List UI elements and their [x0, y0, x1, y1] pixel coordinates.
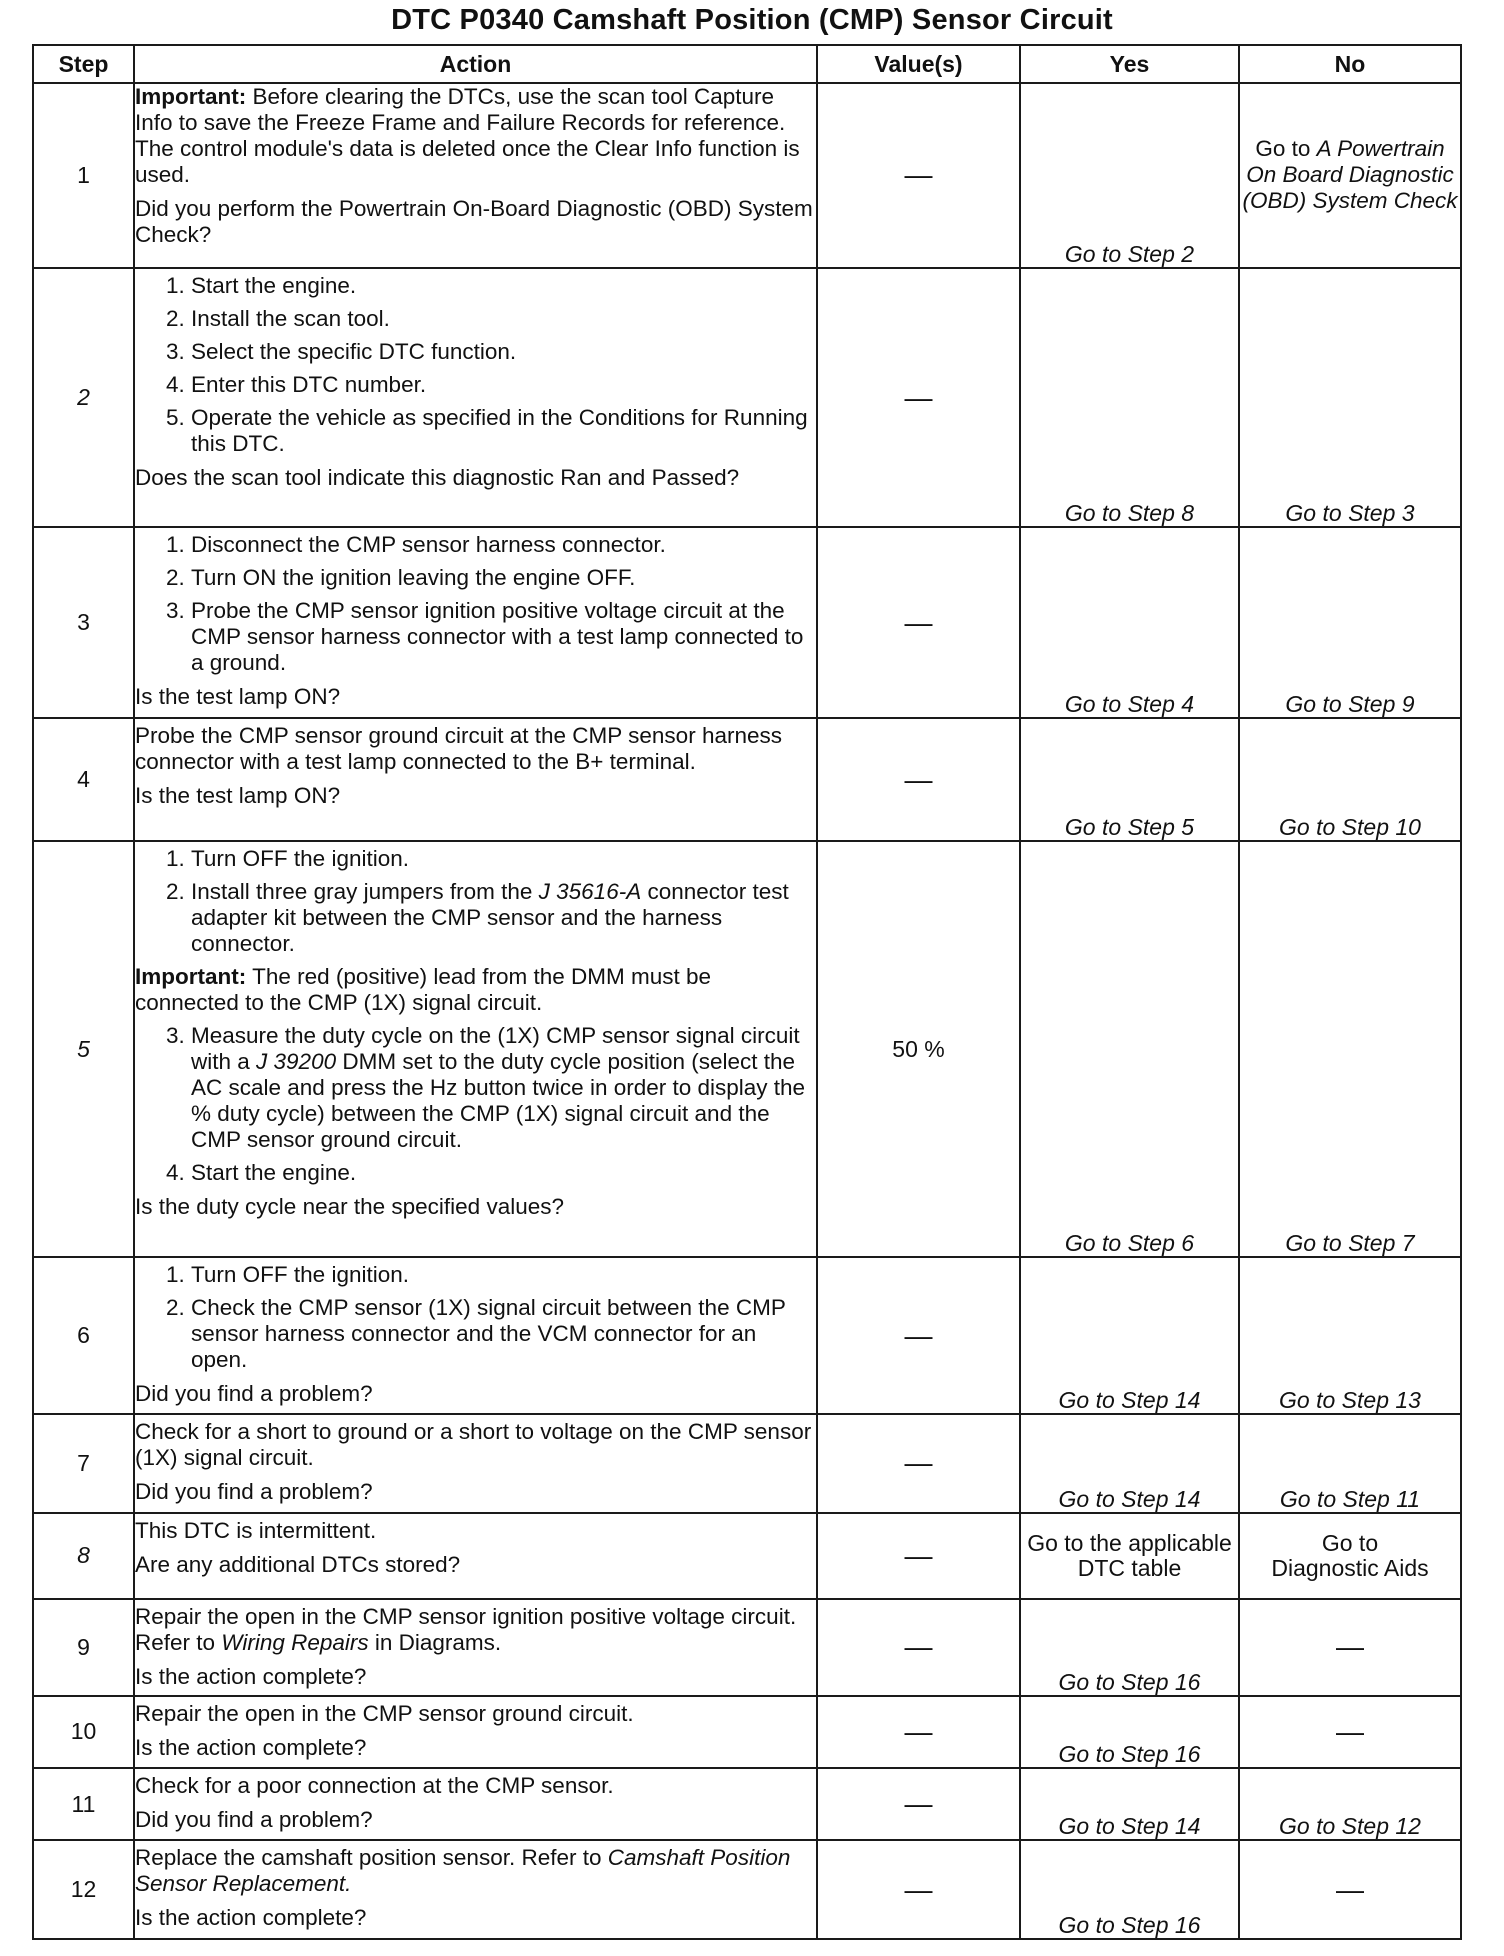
action-cell	[134, 1414, 817, 1513]
important-note	[135, 84, 816, 188]
table-row	[33, 1513, 1461, 1599]
table-row	[33, 1599, 1461, 1696]
value-cell: —	[817, 1599, 1020, 1696]
action-list	[135, 1262, 816, 1373]
no-cell: Go to Step 12	[1239, 1768, 1461, 1840]
no-cell: —	[1239, 1840, 1461, 1939]
step-number: 11	[33, 1768, 134, 1840]
question: Did you perform the Powertrain On-Board Diagnostic (OBD) System Check?	[135, 196, 813, 247]
value-cell: —	[817, 527, 1020, 718]
header-values: Value(s)	[817, 45, 1020, 83]
value-cell: —	[817, 1513, 1020, 1599]
important-label: Important:	[135, 964, 247, 990]
table-row	[33, 83, 1461, 268]
no-link: A Powertrain On Board Diagnostic (OBD) System Check	[1242, 136, 1458, 214]
list-item	[191, 1023, 816, 1153]
step-number: 8	[33, 1513, 134, 1599]
action-cell	[134, 83, 817, 268]
action-text: Check for a poor connection at the CMP sensor.	[135, 1772, 614, 1798]
step-number: 1	[33, 83, 134, 268]
question: Did you find a problem?	[135, 1479, 373, 1505]
important-label: Important:	[135, 84, 247, 109]
table-row	[33, 1414, 1461, 1513]
question: Is the test lamp ON?	[135, 783, 341, 809]
value-cell: —	[817, 1840, 1020, 1939]
list-item: 4. Enter this DTC number.	[191, 372, 816, 398]
table-row	[33, 841, 1461, 1257]
step-number: 3	[33, 527, 134, 718]
table-row	[33, 268, 1461, 527]
action-cell	[134, 1599, 817, 1696]
question: Does the scan tool indicate this diagnostic Ran and Passed?	[135, 464, 740, 490]
step-number: 2	[33, 268, 134, 527]
table-row	[33, 1696, 1461, 1768]
action-cell	[134, 527, 817, 718]
table-row	[33, 718, 1461, 841]
header-yes: Yes	[1020, 45, 1239, 83]
list-item: 2. Check the CMP sensor (1X) signal circuit between the CMP sensor harness connector and the VCM connector for an open.	[191, 1295, 816, 1373]
no-cell: Go to Step 11	[1239, 1414, 1461, 1513]
action-text-part: Repair the open in the CMP sensor ignition positive voltage circuit. Refer to	[135, 1604, 797, 1656]
question: Are any additional DTCs stored?	[135, 1551, 461, 1577]
question: Is the action complete?	[135, 1734, 367, 1760]
no-cell: Go to Step 7	[1239, 841, 1461, 1257]
list-item: 5. Operate the vehicle as specified in the Conditions for Running this DTC.	[191, 405, 816, 457]
list-item-text: DMM set to the duty cycle position (select the AC scale and press the Hz button twice in order to display the % duty cycle) between the CMP (1X) signal circuit and the CMP sensor ground circuit.	[191, 1049, 806, 1153]
table-row	[33, 1840, 1461, 1939]
table-row	[33, 1768, 1461, 1840]
list-item: 2. Turn ON the ignition leaving the engine OFF.	[191, 565, 816, 591]
step-number: 5	[33, 841, 134, 1257]
yes-cell: Go to Step 16	[1020, 1840, 1239, 1939]
yes-cell: Go to Step 4	[1020, 527, 1239, 718]
important-note	[135, 964, 816, 1016]
value-cell: 50 %	[817, 841, 1020, 1257]
list-item: 3. Select the specific DTC function.	[191, 339, 816, 365]
value-cell: —	[817, 268, 1020, 527]
question: Is the action complete?	[135, 1664, 367, 1690]
no-cell: Go to Step 3	[1239, 268, 1461, 527]
list-item: 3. Probe the CMP sensor ignition positive voltage circuit at the CMP sensor harness connector with a test lamp connected to a ground.	[191, 598, 816, 676]
list-item: 2. Install the scan tool.	[191, 306, 816, 332]
list-item-text: Install three gray jumpers from the	[191, 879, 539, 905]
value-cell: —	[817, 83, 1020, 268]
action-list	[135, 1023, 816, 1186]
action-text: This DTC is intermittent.	[135, 1517, 377, 1543]
yes-cell: Go to Step 16	[1020, 1599, 1239, 1696]
page-title: DTC P0340 Camshaft Position (CMP) Sensor Circuit	[391, 4, 1113, 36]
action-cell	[134, 1513, 817, 1599]
action-cell	[134, 1768, 817, 1840]
no-cell	[1239, 1513, 1461, 1599]
list-item: 4. Start the engine.	[191, 1160, 816, 1186]
value-cell: —	[817, 1696, 1020, 1768]
no-cell: Go to Step 9	[1239, 527, 1461, 718]
question: Is the duty cycle near the specified values?	[135, 1194, 564, 1220]
action-cell	[134, 1257, 817, 1414]
step-number: 9	[33, 1599, 134, 1696]
tool-number: J 39200	[256, 1049, 337, 1075]
action-cell	[134, 1840, 817, 1939]
header-step: Step	[33, 45, 134, 83]
table-header-row	[33, 45, 1461, 83]
action-list	[135, 273, 816, 457]
yes-cell: Go to the applicable DTC table	[1020, 1513, 1239, 1599]
no-cell: —	[1239, 1696, 1461, 1768]
no-cell: Go to Step 10	[1239, 718, 1461, 841]
tool-number: J 35616-A	[538, 879, 642, 905]
step-number: 10	[33, 1696, 134, 1768]
step-number: 4	[33, 718, 134, 841]
yes-cell: Go to Step 6	[1020, 841, 1239, 1257]
action-text: Check for a short to ground or a short to voltage on the CMP sensor (1X) signal circuit.	[135, 1419, 812, 1471]
list-item-text: connector test adapter kit between the CMP sensor and the harness connector.	[191, 879, 789, 957]
action-text	[135, 1604, 816, 1656]
action-list	[135, 532, 816, 676]
action-text-part: Replace the camshaft position sensor. Refer to	[135, 1845, 608, 1871]
yes-cell: Go to Step 2	[1020, 83, 1239, 268]
action-list	[135, 846, 816, 957]
reference-link: Wiring Repairs	[221, 1630, 369, 1656]
no-cell: Go to Step 13	[1239, 1257, 1461, 1414]
list-item	[191, 879, 816, 957]
header-action: Action	[134, 45, 817, 83]
header-no: No	[1239, 45, 1461, 83]
list-item-text: Measure the duty cycle on the (1X) CMP sensor signal circuit with a	[191, 1023, 800, 1075]
table-row	[33, 1257, 1461, 1414]
question: Did you find a problem?	[135, 1381, 373, 1407]
list-item: 1. Turn OFF the ignition.	[191, 1262, 816, 1288]
action-cell	[134, 1696, 817, 1768]
yes-cell: Go to Step 14	[1020, 1257, 1239, 1414]
important-text: The red (positive) lead from the DMM must be connected to the CMP (1X) signal circuit.	[135, 964, 712, 1016]
step-number: 12	[33, 1840, 134, 1939]
yes-cell: Go to Step 16	[1020, 1696, 1239, 1768]
action-text-part: in Diagrams.	[368, 1630, 502, 1656]
yes-cell: Go to Step 8	[1020, 268, 1239, 527]
important-text: Before clearing the DTCs, use the scan tool Capture Info to save the Freeze Frame and Failure Records for reference. The control module's data is deleted once the Clear Info function is used.	[135, 84, 800, 187]
no-target: Diagnostic Aids	[1271, 1554, 1429, 1581]
action-text: Probe the CMP sensor ground circuit at the CMP sensor harness connector with a test lamp connected to the B+ terminal.	[135, 723, 782, 775]
question: Is the test lamp ON?	[135, 684, 341, 710]
value-cell: —	[817, 718, 1020, 841]
value-cell: —	[817, 1414, 1020, 1513]
question: Is the action complete?	[135, 1905, 367, 1931]
no-cell: —	[1239, 1599, 1461, 1696]
value-cell: —	[817, 1768, 1020, 1840]
yes-cell: Go to Step 14	[1020, 1768, 1239, 1840]
question: Did you find a problem?	[135, 1806, 373, 1832]
no-prefix: Go to	[1255, 136, 1317, 162]
action-cell	[134, 268, 817, 527]
reference-link: Camshaft Position Sensor Replacement.	[135, 1845, 791, 1897]
step-number: 6	[33, 1257, 134, 1414]
yes-cell: Go to Step 5	[1020, 718, 1239, 841]
list-item: 1. Disconnect the CMP sensor harness connector.	[191, 532, 816, 558]
diagnostic-table	[32, 44, 1462, 1940]
action-cell	[134, 841, 817, 1257]
action-cell	[134, 718, 817, 841]
list-item: 1. Turn OFF the ignition.	[191, 846, 816, 872]
table-row	[33, 527, 1461, 718]
action-text	[135, 1845, 816, 1897]
step-number: 7	[33, 1414, 134, 1513]
list-item: 1. Start the engine.	[191, 273, 816, 299]
action-text: Repair the open in the CMP sensor ground circuit.	[135, 1700, 634, 1726]
value-cell: —	[817, 1257, 1020, 1414]
no-cell	[1239, 83, 1461, 268]
no-prefix: Go to	[1321, 1529, 1379, 1556]
yes-cell: Go to Step 14	[1020, 1414, 1239, 1513]
